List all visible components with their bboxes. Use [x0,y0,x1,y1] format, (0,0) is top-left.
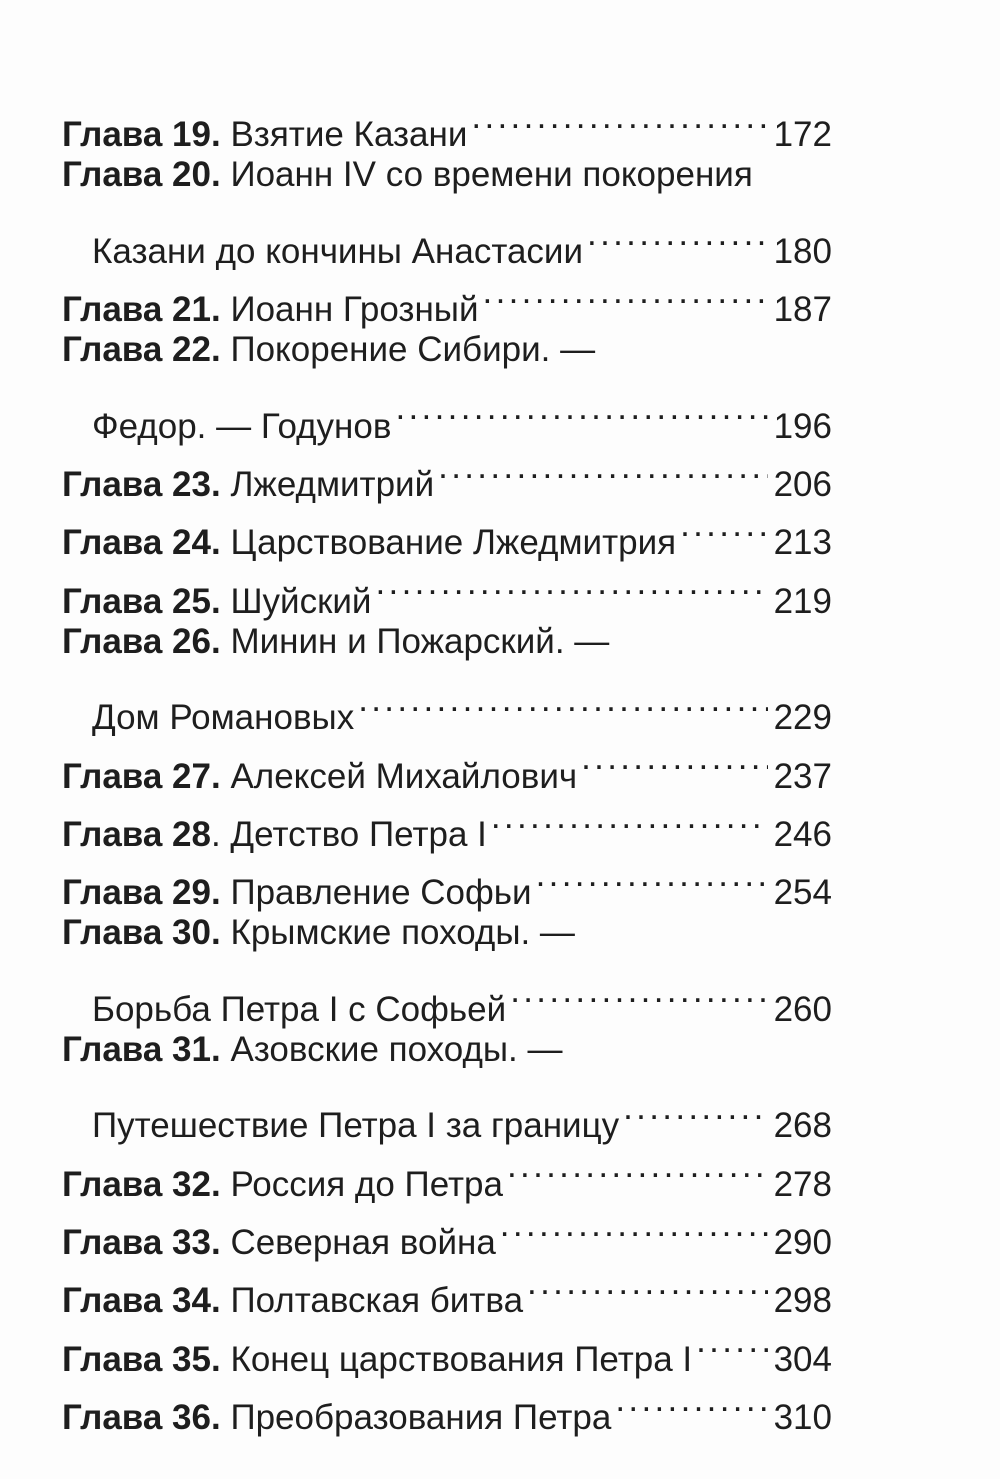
dot-leader [583,205,768,263]
toc-entry-line [62,496,832,563]
chapter-label: Глава 19. [62,115,221,155]
toc-entry-line [62,729,832,796]
chapter-title: Шуйский [230,581,372,621]
dot-leader [503,1137,768,1195]
chapter-label: Глава 30. [62,913,221,953]
page-number: 246 [773,814,832,854]
chapter-title: Лжедмитрий [230,465,435,505]
page-number: 219 [773,581,832,621]
toc-entry-line [62,846,832,913]
dot-leader [611,1371,767,1429]
toc-entry-line [62,554,832,621]
chapter-title: Иоанн Грозный [230,290,479,330]
chapter-label: Глава 35. [62,1339,221,1379]
chapter-label: Глава 28 [62,814,211,854]
dot-leader [434,438,767,496]
page-number: 254 [773,873,832,913]
chapter-label: Глава 20. [62,155,221,195]
toc-entry-line [62,1312,832,1379]
page-number: 180 [773,231,832,271]
chapter-title: Полтавская битва [230,1281,524,1321]
chapter-title: Крымские походы. — [230,913,575,953]
chapter-title-continued: Федор. — Годунов [92,406,392,446]
dot-leader [523,1254,768,1312]
chapter-title-continued: Дом Романовых [92,698,355,738]
dot-leader [506,962,767,1020]
toc-entry-line [62,1137,832,1204]
toc-entry-continuation [62,379,832,446]
page-number: 290 [773,1222,832,1262]
toc-entry-continuation [62,962,832,1029]
toc-entry-line [62,613,832,671]
toc-entry-line [62,88,832,155]
chapter-title: Конец царствования Петра I [230,1339,693,1379]
chapter-label: Глава 32. [62,1164,221,1204]
chapter-title: Азовские походы. — [230,1029,563,1069]
dot-leader [354,671,767,729]
chapter-label: Глава 34. [62,1281,221,1321]
chapter-label: Глава 27. [62,756,221,796]
dot-leader [676,496,768,554]
page-number: 187 [773,290,832,330]
chapter-title: Иоанн IV со времени покорения [230,155,753,195]
toc-entry-line [62,321,832,379]
chapter-title-continued: Путешествие Петра I за границу [92,1106,620,1146]
toc-entry-line [62,438,832,505]
page-number: 213 [773,523,832,563]
chapter-title: Покорение Сибири. — [230,330,596,370]
page-number: 268 [773,1106,832,1146]
page-number: 304 [773,1339,832,1379]
page-number: 298 [773,1281,832,1321]
toc-entry-line [62,904,832,962]
page-number: 237 [773,756,832,796]
dot-leader [371,554,767,612]
dot-leader [692,1312,767,1370]
toc-entry-line [62,1254,832,1321]
page-number: 260 [773,989,832,1029]
dot-leader [619,1079,767,1137]
chapter-title-continued: Борьба Петра I с Софьей [92,989,507,1029]
chapter-title: Россия до Петра [230,1164,503,1204]
chapter-label: Глава 25. [62,581,221,621]
chapter-title: Преобразования Петра [230,1397,612,1437]
page-number: 310 [773,1397,832,1437]
chapter-title: Царствование Лжедмитрия [230,523,677,563]
chapter-title-continued: Казани до кончины Анастасии [92,231,584,271]
chapter-label: Глава 33. [62,1222,221,1262]
page-number: 278 [773,1164,832,1204]
chapter-title: Минин и Пожарский. — [230,621,610,661]
table-of-contents [62,88,832,1437]
chapter-title: Алексей Михайлович [230,756,578,796]
dot-leader [391,379,767,437]
chapter-title: . Детство Петра I [210,814,487,854]
dot-leader [479,263,768,321]
toc-entry-continuation [62,671,832,738]
chapter-label: Глава 36. [62,1397,221,1437]
page-number: 196 [773,406,832,446]
toc-entry-line [62,788,832,854]
toc-entry-line [62,263,832,330]
chapter-label: Глава 24. [62,523,221,563]
chapter-label: Глава 23. [62,465,221,505]
chapter-label: Глава 26. [62,621,221,661]
chapter-label: Глава 29. [62,873,221,913]
dot-leader [467,88,767,146]
dot-leader [487,788,768,846]
chapter-title: Правление Софьи [230,873,532,913]
dot-leader [577,729,767,787]
toc-entry-line [62,1371,832,1437]
dot-leader [496,1196,768,1254]
page-number: 229 [773,698,832,738]
chapter-title: Северная война [230,1222,496,1262]
page-number: 172 [773,115,832,155]
chapter-label: Глава 21. [62,290,221,330]
chapter-title: Взятие Казани [230,115,468,155]
chapter-label: Глава 22. [62,330,221,370]
toc-entry-line [62,146,832,204]
chapter-label: Глава 31. [62,1029,221,1069]
toc-entry-continuation [62,205,832,271]
toc-entry-line [62,1021,832,1079]
toc-entry-line [62,1196,832,1262]
dot-leader [532,846,768,904]
toc-entry-continuation [62,1079,832,1146]
page-number: 206 [773,465,832,505]
